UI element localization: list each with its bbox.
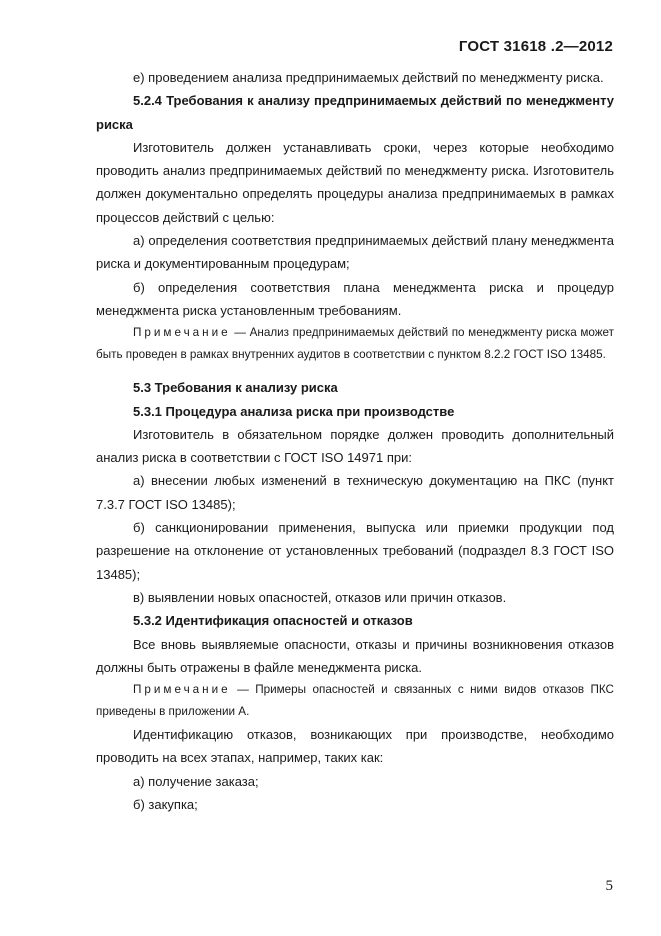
list-item-e: е) проведением анализа предпринимаемых действий по менеджменту риска. [133,70,604,85]
section-heading-5-3: 5.3 Требования к анализу риска [133,380,338,396]
document-body [96,66,614,816]
paragraph-review-timing: Изготовитель должен устанавливать сроки, через которые необходимо проводить анализ предпринимаемых действий по менеджменту риска. Изготовитель должен документально определять процедуры анализа предпринимаемых в рамках процессов действий с целью: [96,139,614,225]
paragraph-hazards-file: Все вновь выявляемые опасности, отказы и причины возникновения отказов должны быть отражены в файле менеджмента риска. [96,636,614,675]
section-heading-5-2-4: 5.2.4 Требования к анализу предпринимаемых действий по менеджменту риска [96,93,614,132]
list-item-v-new-hazards: в) выявлении новых опасностей, отказов или причин отказов. [133,589,507,605]
note-label: Примечание [133,326,231,340]
paragraph-additional-analysis: Изготовитель в обязательном порядке должен проводить дополнительный анализ риска в соответствии с ГОСТ ISO 14971 при: [96,426,614,466]
note-text: — Примеры опасностей и связанных с ними видов отказов ПКС приведены в приложении А. [96,683,615,719]
list-item-b-sanction: б) санкционировании применения, выпуска или приемки продукции под разрешение на отклонение от установленных требований (подраздел 8.3 ГОСТ ISO 13485); [96,520,614,582]
list-item-a: а) определения соответствия предпринимаемых действий плану менеджмента риска и документированным процедурам; [96,233,614,272]
list-item-order-receipt: а) получение заказа; [133,773,259,789]
page-number: 5 [605,878,613,894]
section-heading-5-3-1: 5.3.1 Процедура анализа риска при производстве [133,403,455,419]
note-label: Примечание [133,683,231,697]
note-text: — Анализ предпринимаемых действий по менеджменту риска может быть проведен в рамках внутренних аудитов в соответствии с пунктом 8.2.2 ГОСТ ISO 13485. [96,326,615,362]
spacer [96,366,614,376]
note-1 [96,322,614,366]
list-item-purchasing: б) закупка; [133,797,198,813]
document-code-header: ГОСТ 31618 .2—2012 [458,38,613,55]
note-2 [96,679,614,723]
list-item-a-changes: а) внесении любых изменений в техническую документацию на ПКС (пункт 7.3.7 ГОСТ ISO 13485); [96,473,614,512]
paragraph-failure-identification: Идентификацию отказов, возникающих при производстве, необходимо проводить на всех этапах, например, таких как: [96,727,614,766]
list-item-b: б) определения соответствия плана менеджмента риска и процедур менеджмента риска установленным требованиям. [96,279,614,318]
section-heading-5-3-2: 5.3.2 Идентификация опасностей и отказов [133,613,413,629]
